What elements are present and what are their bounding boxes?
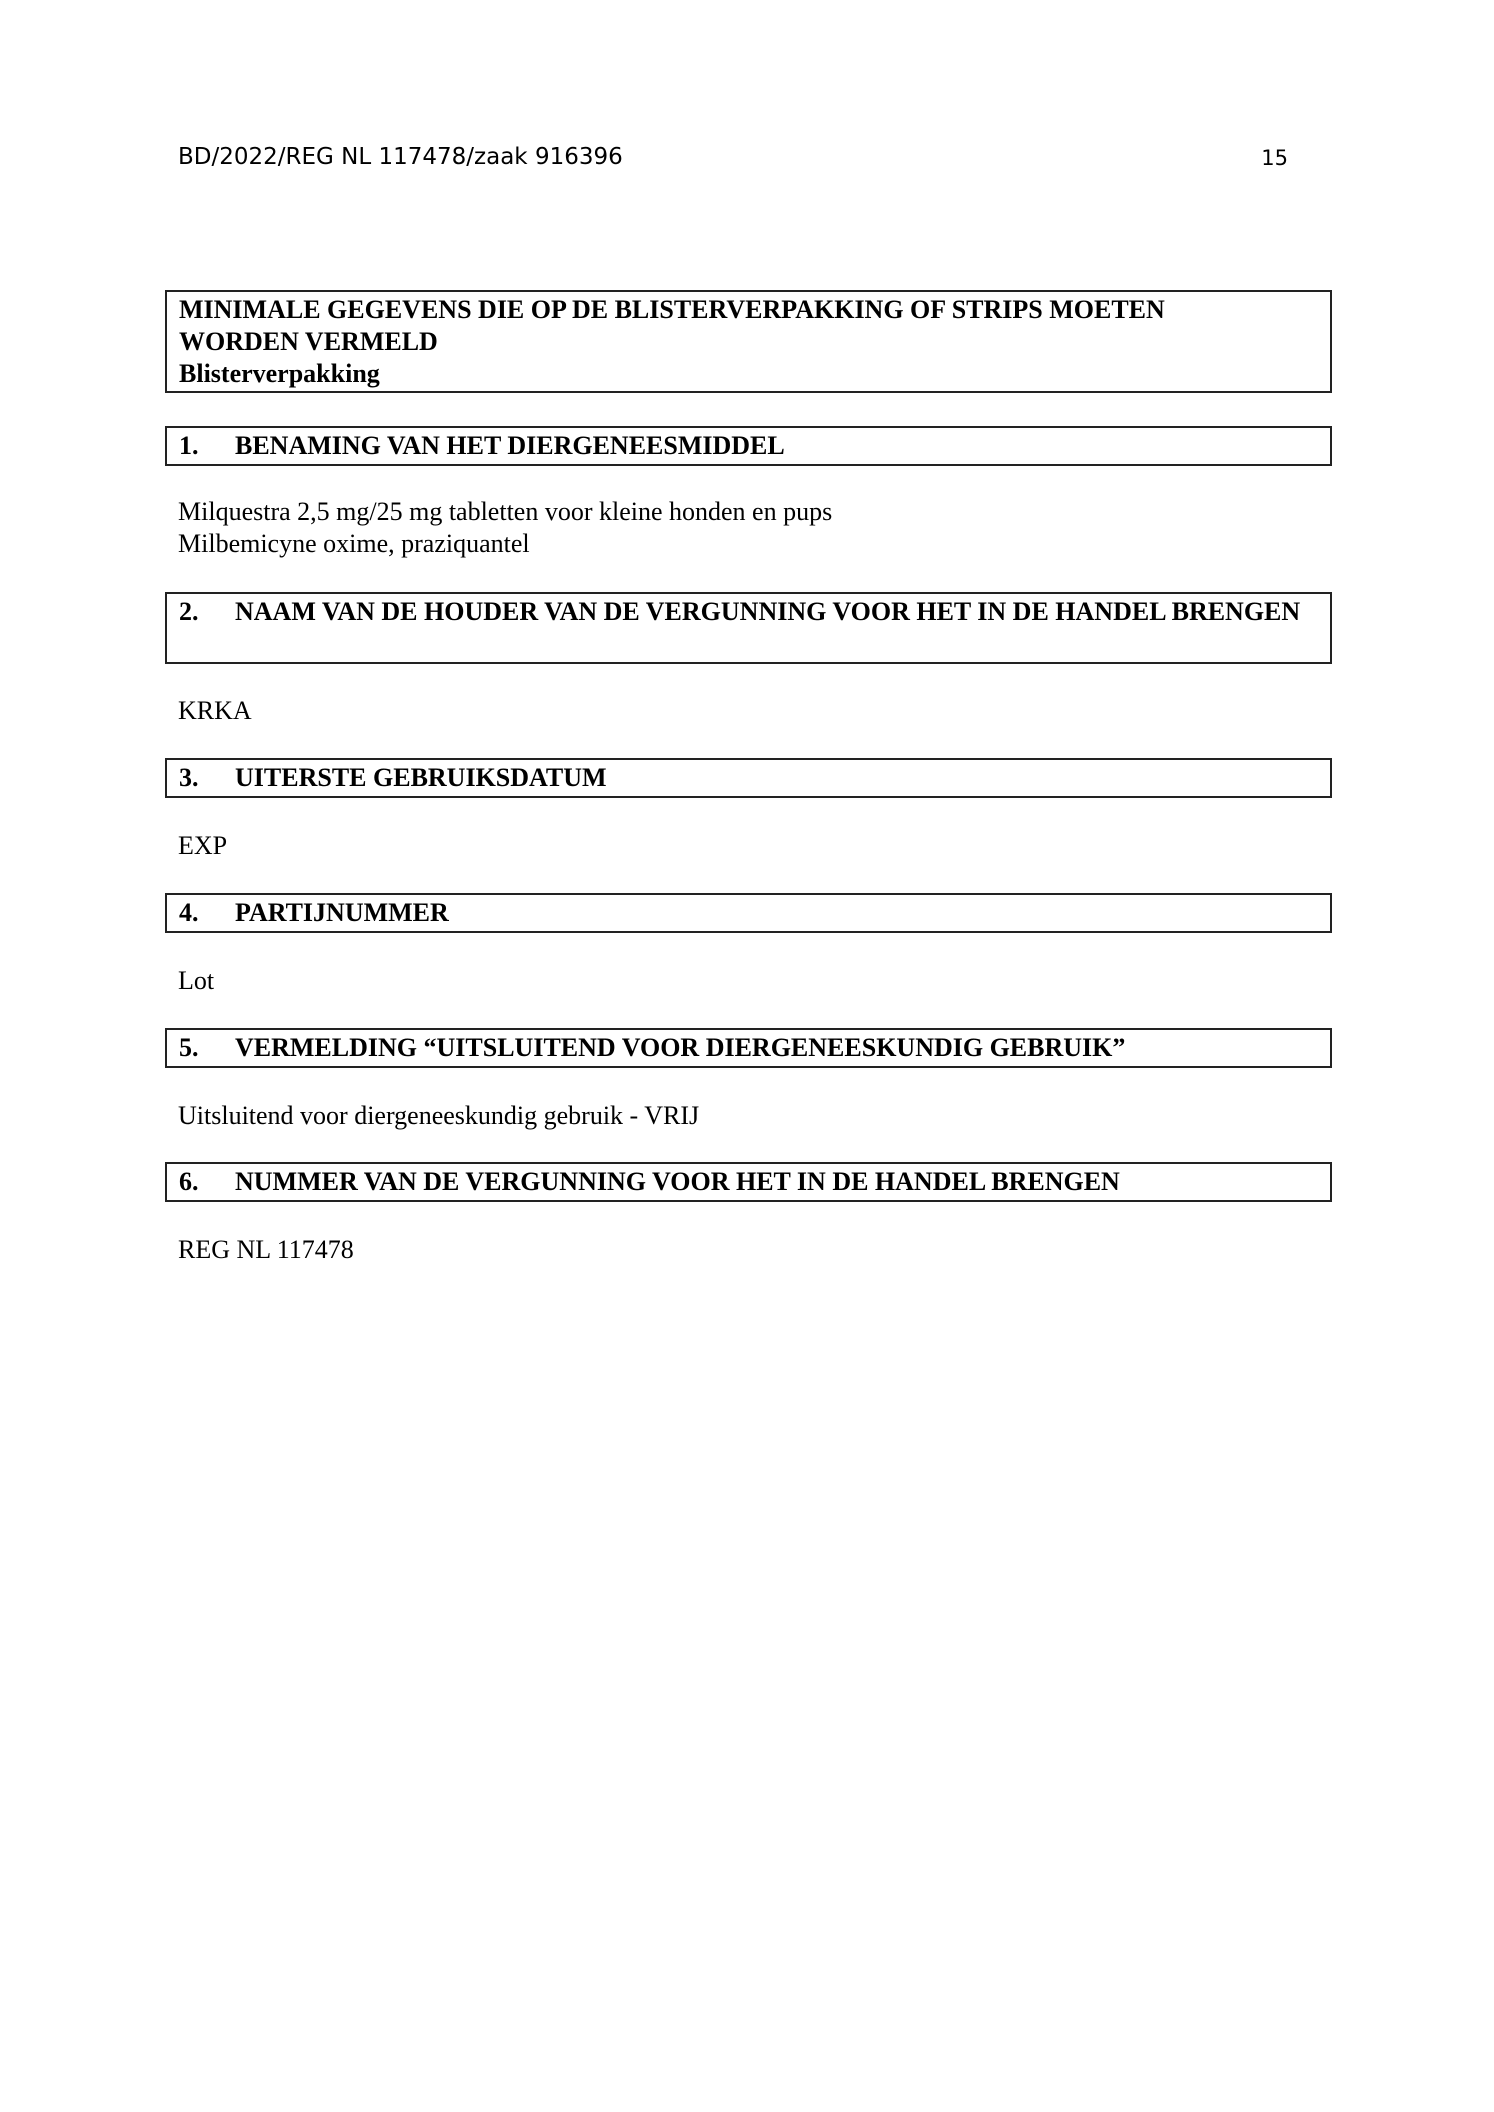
section-number: 4. (179, 898, 199, 927)
section-title: NAAM VAN DE HOUDER VAN DE VERGUNNING VOOR HET IN DE HANDEL BRENGEN (235, 597, 1301, 626)
section-heading-3 (165, 758, 1332, 798)
section-title: VERMELDING “UITSLUITEND VOOR DIERGENEESKUNDIG GEBRUIK” (235, 1033, 1126, 1062)
section-title: PARTIJNUMMER (235, 898, 449, 927)
section-heading-4 (165, 893, 1332, 933)
title-subtitle: Blisterverpakking (179, 359, 380, 388)
active-substances: Milbemicyne oxime, praziquantel (178, 529, 530, 558)
section-number: 3. (179, 763, 199, 792)
section-heading-5 (165, 1028, 1332, 1068)
expiry-label: EXP (178, 831, 228, 860)
registration-number: REG NL 117478 (178, 1235, 354, 1264)
section-number: 1. (179, 431, 199, 460)
document-reference: BD/2022/REG NL 117478/zaak 916396 (178, 144, 623, 170)
section-content-1 (178, 496, 832, 560)
section-title: UITERSTE GEBRUIKSDATUM (235, 763, 607, 792)
title-line-1: MINIMALE GEGEVENS DIE OP DE BLISTERVERPAKKING OF STRIPS MOETEN (179, 295, 1165, 324)
product-name: Milquestra 2,5 mg/25 mg tabletten voor kleine honden en pups (178, 497, 833, 526)
section-title: NUMMER VAN DE VERGUNNING VOOR HET IN DE HANDEL BRENGEN (235, 1167, 1120, 1196)
page-header (178, 144, 1288, 174)
section-number: 2. (179, 597, 199, 626)
lot-label: Lot (178, 966, 215, 995)
section-heading-6 (165, 1162, 1332, 1202)
section-content-3 (178, 830, 227, 862)
title-line-2: WORDEN VERMELD (179, 327, 438, 356)
title-box (165, 290, 1332, 393)
section-content-6 (178, 1234, 354, 1266)
section-number: 6. (179, 1167, 199, 1196)
section-content-5 (178, 1100, 699, 1132)
holder-name: KRKA (178, 696, 252, 725)
section-heading-2 (165, 592, 1332, 664)
veterinary-use-statement: Uitsluitend voor diergeneeskundig gebruik - VRIJ (178, 1101, 700, 1130)
page-number: 15 (1261, 146, 1288, 170)
section-number: 5. (179, 1033, 199, 1062)
section-content-4 (178, 965, 214, 997)
section-content-2 (178, 695, 252, 727)
section-title: BENAMING VAN HET DIERGENEESMIDDEL (235, 431, 785, 460)
section-heading-1 (165, 426, 1332, 466)
